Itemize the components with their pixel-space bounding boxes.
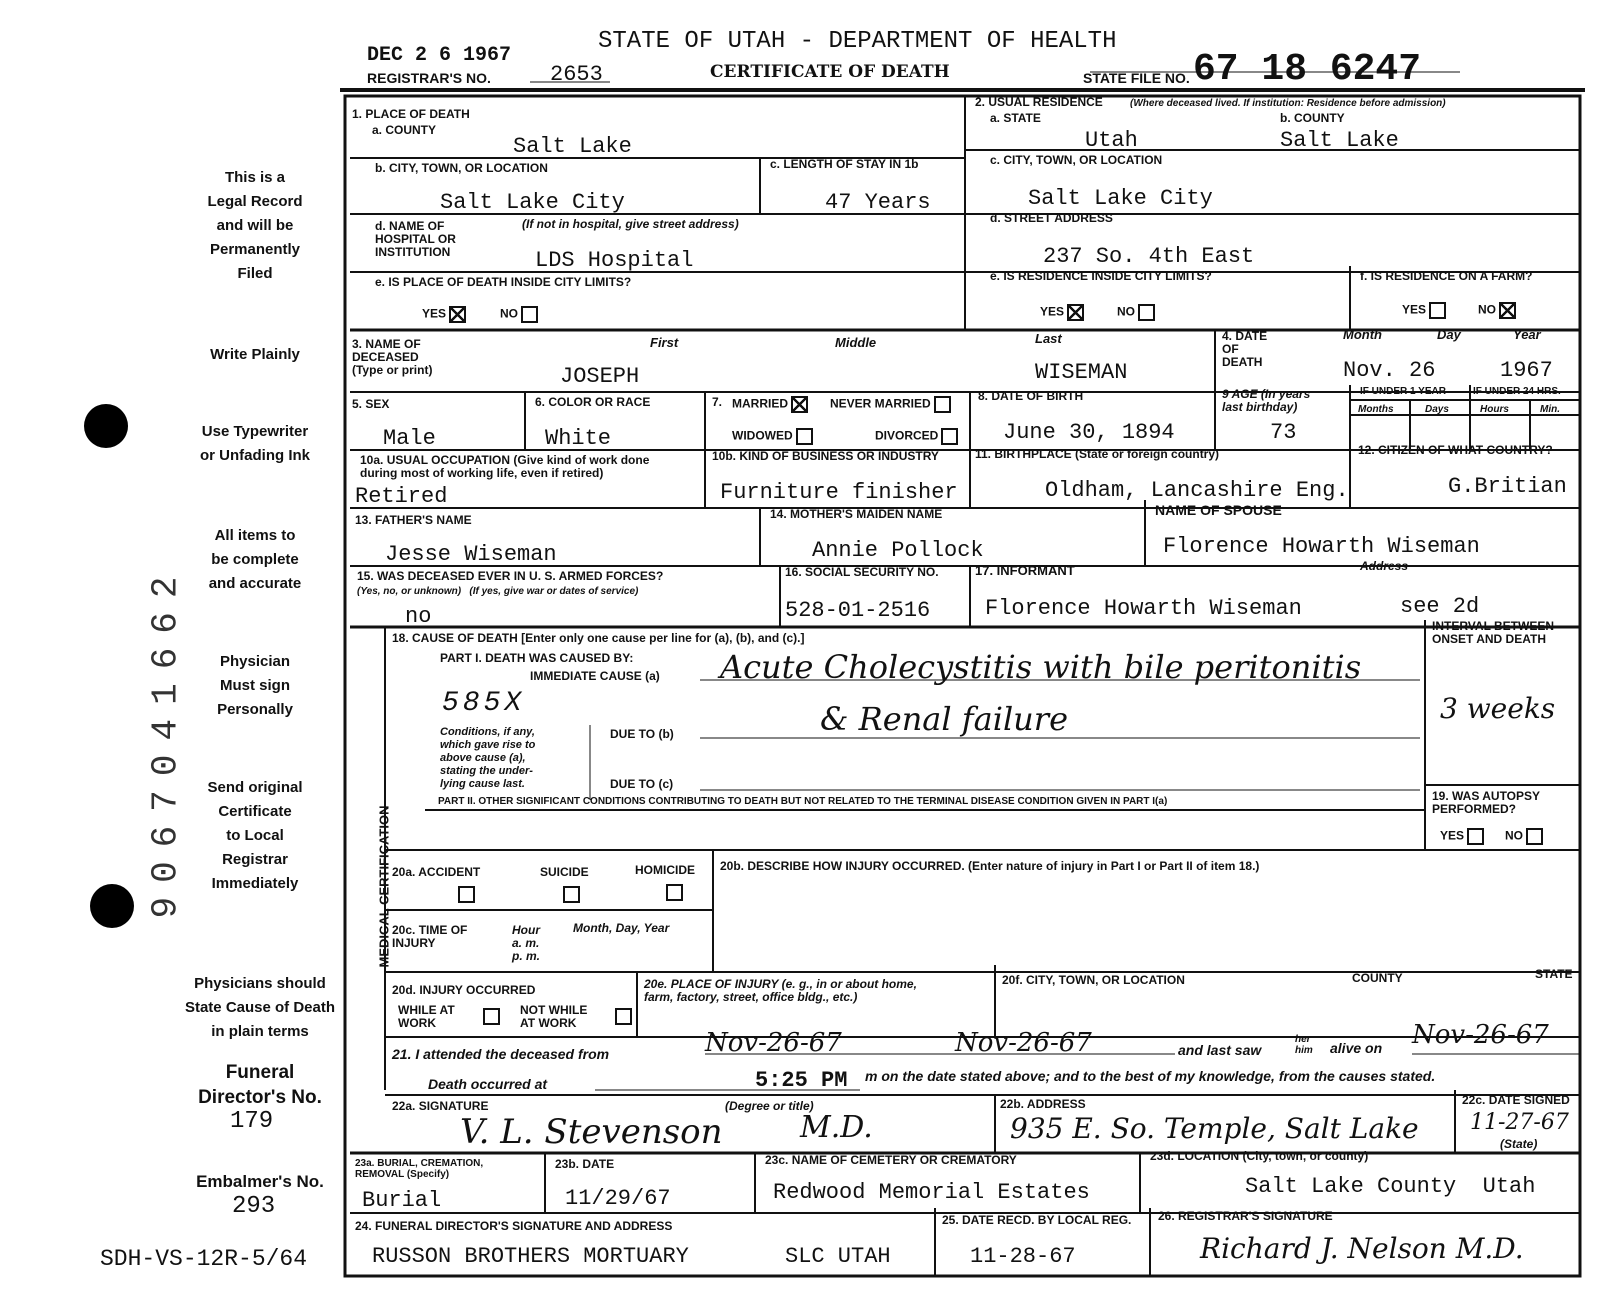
checkbox-no[interactable]: [521, 306, 538, 323]
label-day: Day: [1437, 327, 1461, 342]
physician-address: 935 E. So. Temple, Salt Lake: [1010, 1112, 1419, 1145]
label-autopsy: 19. WAS AUTOPSY PERFORMED?: [1432, 789, 1541, 816]
no-label: NO: [1117, 304, 1135, 319]
label-age: 9 AGE (In years last birthday): [1222, 387, 1311, 414]
label-hospital: d. NAME OF HOSPITAL OR INSTITUTION: [375, 219, 456, 259]
label-armed-forces: 15. WAS DECEASED EVER IN U. S. ARMED FORCES?: [357, 569, 664, 583]
label-not-while-at-work: NOT WHILE AT WORK: [520, 1003, 588, 1030]
checkbox-no-checked[interactable]: [1499, 302, 1516, 319]
disposition: Burial: [362, 1188, 442, 1213]
label-informant: 17. INFORMANT: [975, 563, 1075, 578]
res-farm-no: [1478, 302, 1516, 319]
registrar-number-label: REGISTRAR'S NO.: [367, 70, 491, 86]
informant: Florence Howarth Wiseman: [985, 596, 1302, 621]
label-citizen: 12. CITIZEN OF WHAT COUNTRY?: [1358, 443, 1553, 457]
death-city: Salt Lake City: [440, 190, 625, 215]
autopsy-no: [1505, 828, 1543, 845]
label-under-1-year: IF UNDER 1 YEAR: [1360, 386, 1446, 397]
death-in-city-yes: [422, 306, 466, 323]
age: 73: [1270, 420, 1297, 445]
label-due-to-c: DUE TO (c): [610, 777, 674, 791]
label-name-of-deceased: 3. NAME OF DECEASED (Type or print): [352, 337, 433, 377]
label-burial-date: 23b. DATE: [555, 1157, 615, 1171]
label-registrar-signature: 26. REGISTRAR'S SIGNATURE: [1158, 1209, 1333, 1223]
checkbox-yes[interactable]: [1429, 302, 1446, 319]
label-sex: 5. SEX: [352, 397, 390, 411]
label-months: Months: [1358, 404, 1394, 415]
spouse-name: Florence Howarth Wiseman: [1163, 534, 1480, 559]
label-cemetery: 23c. NAME OF CEMETERY OR CREMATORY: [765, 1153, 1017, 1167]
margin-legal-record: This is a Legal Record and will be Permanently Filed: [207, 169, 303, 282]
checkbox-homicide[interactable]: [666, 884, 683, 901]
label-month-day-year: Month, Day, Year: [573, 921, 670, 935]
divorced-label: DIVORCED: [875, 428, 939, 443]
cause-a: Acute Cholecystitis with bile peritonitis: [720, 648, 1362, 686]
label-birthplace: 11. BIRTHPLACE (State or foreign country): [975, 447, 1220, 461]
label-injury-occurred: 20d. INJURY OCCURRED: [392, 983, 536, 997]
hospital-name: LDS Hospital: [535, 248, 694, 273]
label-physician-address: 22b. ADDRESS: [1000, 1097, 1086, 1111]
form-number: SDH-VS-12R-5/64: [100, 1246, 308, 1272]
label-interval: INTERVAL BETWEEN ONSET AND DEATH: [1432, 619, 1555, 646]
registrar-number: 2653: [550, 62, 603, 87]
label-usual-residence: 2. USUAL RESIDENCE: [975, 95, 1103, 109]
label-business: 10b. KIND OF BUSINESS OR INDUSTRY: [712, 449, 939, 463]
label-attended: 21. I attended the deceased from: [392, 1046, 610, 1062]
date-of-death-month-day: Nov. 26: [1343, 358, 1436, 383]
label-marital: 7.: [712, 395, 723, 409]
yes-label: YES: [1440, 828, 1465, 843]
label-state-paren: (State): [1500, 1137, 1538, 1151]
label-res-farm: f. IS RESIDENCE ON A FARM?: [1360, 269, 1533, 283]
informant-address: see 2d: [1400, 594, 1480, 619]
checkbox-while-at-work[interactable]: [483, 1008, 500, 1025]
residence-city: Salt Lake City: [1028, 186, 1213, 211]
checkbox-autopsy-yes[interactable]: [1467, 828, 1484, 845]
label-immediate-cause: IMMEDIATE CAUSE (a): [530, 669, 660, 683]
label-under-24-hours: IF UNDER 24 HRS.: [1473, 386, 1561, 397]
margin-typewriter: Use Typewriter or Unfading Ink: [200, 423, 310, 464]
autopsy-yes: [1440, 828, 1484, 845]
occupation: Retired: [355, 484, 448, 509]
label-spouse: NAME OF SPOUSE: [1155, 502, 1282, 518]
married-label: MARRIED: [732, 396, 788, 411]
label-race: 6. COLOR OR RACE: [535, 395, 651, 409]
race: White: [545, 426, 612, 451]
label-death-county: a. COUNTY: [372, 123, 437, 137]
label-degree: (Degree or title): [725, 1099, 814, 1113]
yes-label: YES: [1040, 304, 1065, 319]
margin-embalmer-label: Embalmer's No.: [196, 1172, 324, 1191]
mother-maiden-name: Annie Pollock: [812, 538, 984, 563]
label-time-of-injury: 20c. TIME OF INJURY: [392, 923, 468, 950]
physician-degree: M.D.: [800, 1110, 873, 1145]
label-injury-city: 20f. CITY, TOWN, OR LOCATION: [1002, 973, 1185, 987]
label-year: Year: [1513, 327, 1541, 342]
label-length-of-stay: c. LENGTH OF STAY IN 1b: [770, 157, 919, 171]
margin-write-plainly: Write Plainly: [210, 346, 300, 363]
margin-cause-plain: Physicians should State Cause of Death in plain terms: [184, 975, 336, 1040]
label-hour: Hour a. m. p. m.: [512, 923, 541, 963]
label-last: Last: [1035, 331, 1062, 346]
marital-widowed: [732, 428, 813, 445]
checkbox-divorced[interactable]: [941, 428, 958, 445]
res-in-city-yes: [1040, 304, 1084, 321]
label-funeral-director: 24. FUNERAL DIRECTOR'S SIGNATURE AND ADDRESS: [355, 1219, 673, 1233]
label-middle: Middle: [835, 335, 877, 350]
res-in-city-no: [1117, 304, 1155, 321]
citizenship: G.Britian: [1448, 474, 1567, 499]
checkbox-yes-checked[interactable]: [1067, 304, 1084, 321]
widowed-label: WIDOWED: [732, 428, 793, 443]
deceased-first-name: JOSEPH: [560, 364, 640, 389]
label-date-signed: 22c. DATE SIGNED: [1462, 1093, 1570, 1107]
label-injury-state: STATE: [1535, 967, 1573, 981]
checkbox-widowed[interactable]: [796, 428, 813, 445]
funeral-home: RUSSON BROTHERS MORTUARY: [372, 1244, 689, 1269]
checkbox-autopsy-no[interactable]: [1526, 828, 1543, 845]
label-residence-note: (Where deceased lived. If institution: Residence before admission): [1130, 98, 1446, 109]
label-death-in-city: e. IS PLACE OF DEATH INSIDE CITY LIMITS?: [375, 275, 632, 289]
margin-funeral-label: Funeral Director's No.: [198, 1062, 322, 1108]
alive-on-date: Nov-26-67: [1412, 1020, 1549, 1050]
label-hours: Hours: [1480, 404, 1509, 415]
label-armed-forces-note: (Yes, no, or unknown) (If yes, give war or dates of service): [357, 586, 639, 597]
label-signature: 22a. SIGNATURE: [392, 1099, 489, 1113]
cemetery-name: Redwood Memorial Estates: [773, 1180, 1090, 1205]
label-homicide: HOMICIDE: [635, 863, 695, 877]
never-married-label: NEVER MARRIED: [830, 396, 931, 411]
yes-label: YES: [422, 306, 447, 321]
residence-county: Salt Lake: [1280, 128, 1399, 153]
res-farm-yes: [1402, 302, 1446, 319]
no-label: NO: [1478, 302, 1496, 317]
deceased-last-name: WISEMAN: [1035, 360, 1128, 385]
label-part-1: PART I. DEATH WAS CAUSED BY:: [440, 651, 634, 665]
label-date-of-birth: 8. DATE OF BIRTH: [978, 389, 1084, 403]
cause-b: & Renal failure: [820, 700, 1069, 738]
label-father: 13. FATHER'S NAME: [355, 513, 472, 527]
date-received-local: 11-28-67: [970, 1244, 1076, 1269]
certificate-title: CERTIFICATE OF DEATH: [710, 62, 950, 82]
label-medical-certification: MEDICAL CERTIFICATION: [376, 805, 392, 968]
date-of-birth: June 30, 1894: [1003, 420, 1175, 445]
label-days: Days: [1425, 404, 1449, 415]
label-cemetery-location: 23d. LOCATION (City, town, or county): [1150, 1149, 1369, 1163]
funeral-director-number: 179: [230, 1108, 274, 1135]
label-part-2: PART II. OTHER SIGNIFICANT CONDITIONS CONTRIBUTING TO DEATH BUT NOT RELATED TO THE TERMINAL DISEASE CONDITION GIVEN IN PART I(a): [438, 796, 1168, 807]
street-address: 237 So. 4th East: [1043, 244, 1255, 269]
label-injury-county: COUNTY: [1352, 971, 1403, 985]
checkbox-not-at-work[interactable]: [615, 1008, 632, 1025]
burial-date: 11/29/67: [565, 1186, 671, 1211]
label-place-of-death: 1. PLACE OF DEATH: [352, 107, 470, 121]
checkbox-no[interactable]: [1138, 304, 1155, 321]
label-occupation: 10a. USUAL OCCUPATION (Give kind of work done during most of working life, even if retired): [360, 453, 650, 480]
state-file-number: 67 18 6247: [1193, 48, 1422, 91]
father-name: Jesse Wiseman: [385, 542, 557, 567]
checkbox-accident[interactable]: [458, 886, 475, 903]
sex: Male: [383, 426, 436, 451]
label-street-address: d. STREET ADDRESS: [990, 211, 1113, 225]
label-death-city: b. CITY, TOWN, OR LOCATION: [375, 161, 548, 175]
attended-from: Nov-26-67: [705, 1028, 842, 1058]
label-suicide: SUICIDE: [540, 865, 589, 879]
marital-divorced: [875, 428, 958, 445]
attended-to: Nov-26-67: [955, 1028, 1092, 1058]
checkbox-never-married[interactable]: [934, 396, 951, 413]
label-first: First: [650, 335, 679, 350]
margin-send-original: Send original Certificate to Local Registrar Immediately: [207, 779, 303, 892]
date-of-death-year: 1967: [1500, 358, 1553, 383]
registrar-signature: Richard J. Nelson M.D.: [1200, 1232, 1524, 1265]
label-accident: 20a. ACCIDENT: [392, 865, 481, 879]
state-department-title: STATE OF UTAH - DEPARTMENT OF HEALTH: [598, 28, 1117, 55]
label-statement: m on the date stated above; and to the best of my knowledge, from the causes stated.: [865, 1068, 1436, 1084]
label-res-in-city: e. IS RESIDENCE INSIDE CITY LIMITS?: [990, 269, 1212, 283]
birthplace: Oldham, Lancashire Eng.: [1045, 478, 1349, 503]
death-in-city-no: [500, 306, 538, 323]
time-of-death: 5:25 PM: [755, 1068, 848, 1093]
label-cause-of-death: 18. CAUSE OF DEATH [Enter only one cause per line for (a), (b), and (c).]: [392, 631, 805, 645]
label-res-state: a. STATE: [990, 111, 1041, 125]
label-res-city: c. CITY, TOWN, OR LOCATION: [990, 153, 1163, 167]
no-label: NO: [500, 306, 518, 321]
label-death-occurred: Death occurred at: [428, 1076, 548, 1092]
physician-signature: V. L. Stevenson: [460, 1112, 723, 1152]
vertical-serial-number: 9067041662: [145, 562, 187, 919]
label-date-of-death: 4. DATE OF DEATH: [1222, 329, 1268, 369]
checkbox-suicide[interactable]: [563, 886, 580, 903]
cemetery-location: Salt Lake County Utah: [1245, 1174, 1536, 1199]
business: Furniture finisher: [720, 480, 958, 505]
label-place-of-injury: 20e. PLACE OF INJURY (e. g., in or about home, farm, factory, street, office bldg., etc.): [644, 977, 917, 1004]
label-due-to-b: DUE TO (b): [610, 727, 674, 741]
armed-forces: no: [405, 604, 432, 629]
social-security-number: 528-01-2516: [785, 598, 931, 623]
label-date-received: 25. DATE RECD. BY LOCAL REG.: [942, 1213, 1132, 1227]
death-county: Salt Lake: [513, 134, 632, 159]
residence-state: Utah: [1085, 128, 1138, 153]
checkbox-married-checked[interactable]: [791, 396, 808, 413]
cause-code: 585X: [442, 688, 526, 719]
checkbox-yes-checked[interactable]: [449, 306, 466, 323]
marital-married: [732, 396, 808, 413]
marital-never: [830, 396, 951, 413]
label-ssn: 16. SOCIAL SECURITY NO.: [785, 565, 939, 579]
interval-value: 3 weeks: [1440, 692, 1556, 725]
label-her-him: her him: [1295, 1034, 1313, 1056]
funeral-city: SLC UTAH: [785, 1244, 891, 1269]
label-informant-address: Address: [1360, 559, 1409, 573]
length-of-stay: 47 Years: [825, 190, 931, 215]
label-min: Min.: [1540, 404, 1560, 415]
label-last-saw: and last saw: [1178, 1042, 1262, 1058]
state-file-label: STATE FILE NO.: [1083, 70, 1190, 86]
yes-label: YES: [1402, 302, 1427, 317]
label-alive-on: alive on: [1330, 1040, 1383, 1056]
label-disposition: 23a. BURIAL, CREMATION, REMOVAL (Specify): [355, 1158, 484, 1180]
no-label: NO: [1505, 828, 1523, 843]
label-res-county: b. COUNTY: [1280, 111, 1345, 125]
date-received-stamp: DEC 2 6 1967: [367, 44, 512, 67]
label-injury-description: 20b. DESCRIBE HOW INJURY OCCURRED. (Enter nature of injury in Part I or Part II of item 18.): [720, 859, 1260, 873]
label-hospital-note: (If not in hospital, give street address): [522, 217, 739, 231]
label-mother: 14. MOTHER'S MAIDEN NAME: [770, 507, 943, 521]
embalmer-number: 293: [232, 1193, 276, 1220]
date-signed: 11-27-67: [1470, 1110, 1569, 1135]
label-while-at-work: WHILE AT WORK: [398, 1003, 455, 1030]
label-month: Month: [1343, 327, 1382, 342]
margin-complete: All items to be complete and accurate: [208, 527, 302, 592]
margin-physician: Physician Must sign Personally: [217, 653, 293, 718]
label-conditions: Conditions, if any, which gave rise to above cause (a), stating the under- lying cause last.: [440, 726, 536, 790]
